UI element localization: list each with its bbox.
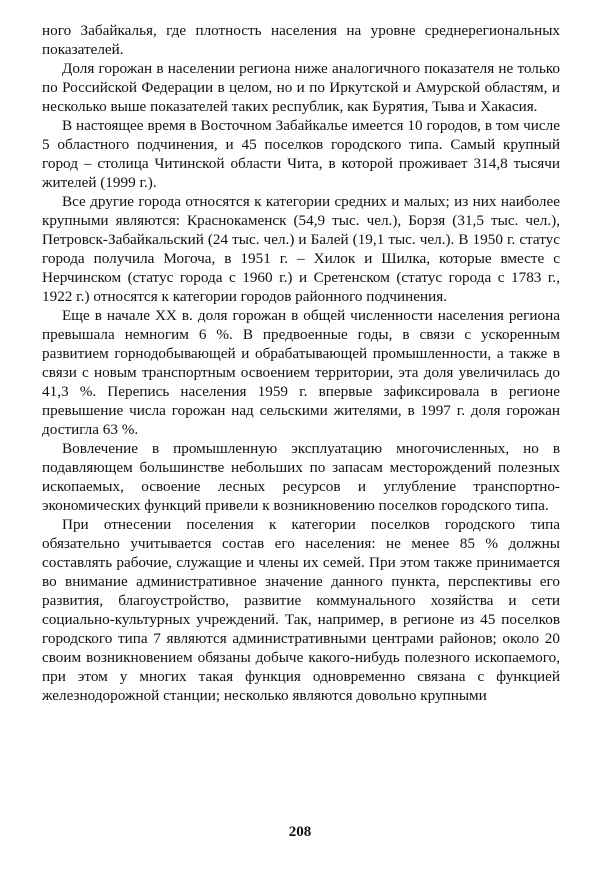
paragraph-settlements: Вовлечение в промышленную эксплуатацию многочисленных, но в подавляющем большинстве небольших по запасам месторождений полезных ископаемых, освоение лесных ресурсов и углубление транспортно-экономических функций привели к возникновению поселков городского типа. — [42, 440, 560, 514]
paragraph-cities-count: В настоящее время в Восточном Забайкалье имеется 10 городов, в том числе 5 областного подчинения, и 45 поселков городского типа. Самый крупный город – столица Читинской области Чита, в которой проживает 314,8 тысячи жителей (1999 г.). — [42, 117, 560, 191]
paragraph-criteria: При отнесении поселения к категории поселков городского типа обязательно учитывается состав его населения: не менее 85 % должны составлять рабочие, служащие и члены их семей. При этом также принимается во внимание административное значение данного пункта, перспективы его развития, благоустройство, развитие коммунального хозяйства и сети социально-культурных учреждений. Так, например, в регионе из 45 поселков городского типа 7 являются административными центрами районов; около 20 своим возникновением обязаны добыче какого-нибудь полезного ископаемого, при этом у многих такая функция одновременно связана с функцией железнодорожной станции; несколько являются довольно крупными — [42, 516, 560, 704]
paragraph-continuation: ного Забайкалья, где плотность населения на уровне среднерегиональных показателей. — [42, 22, 560, 58]
page-number: 208 — [288, 824, 312, 840]
body-text — [42, 21, 560, 705]
paragraph-urban-share: Доля горожан в населении региона ниже аналогичного показателя не только по Российской Федерации в целом, но и по Иркутской и Амурской областям, и несколько выше показателей таких республик, как Бурятия, Тыва и Хакасия. — [42, 60, 560, 115]
paragraph-history: Еще в начале XX в. доля горожан в общей численности населения региона превышала немногим 6 %. В предвоенные годы, в связи с ускоренным развитием горнодобывающей и обрабатывающей промышленности, а также в связи с новым транспортным освоением территории, эта доля увеличилась до 41,3 %. Перепись населения 1959 г. впервые зафиксировала в регионе превышение числа горожан над сельскими жителями, в 1997 г. доля горожан достигла 63 %. — [42, 307, 560, 438]
paragraph-other-cities: Все другие города относятся к категории средних и малых; из них наиболее крупными являются: Краснокаменск (54,9 тыс. чел.), Борзя (31,5 тыс. чел.), Петровск-Забайкальский (24 тыс. чел.) и Балей (19,1 тыс. чел.). В 1950 г. статус города получила Могоча, в 1951 г. – Хилок и Шилка, которые вместе с Нерчинском (статус города с 1960 г.) и Сретенском (статус города с 1783 г., 1922 г.) относятся к категории городов районного подчинения. — [42, 193, 560, 305]
